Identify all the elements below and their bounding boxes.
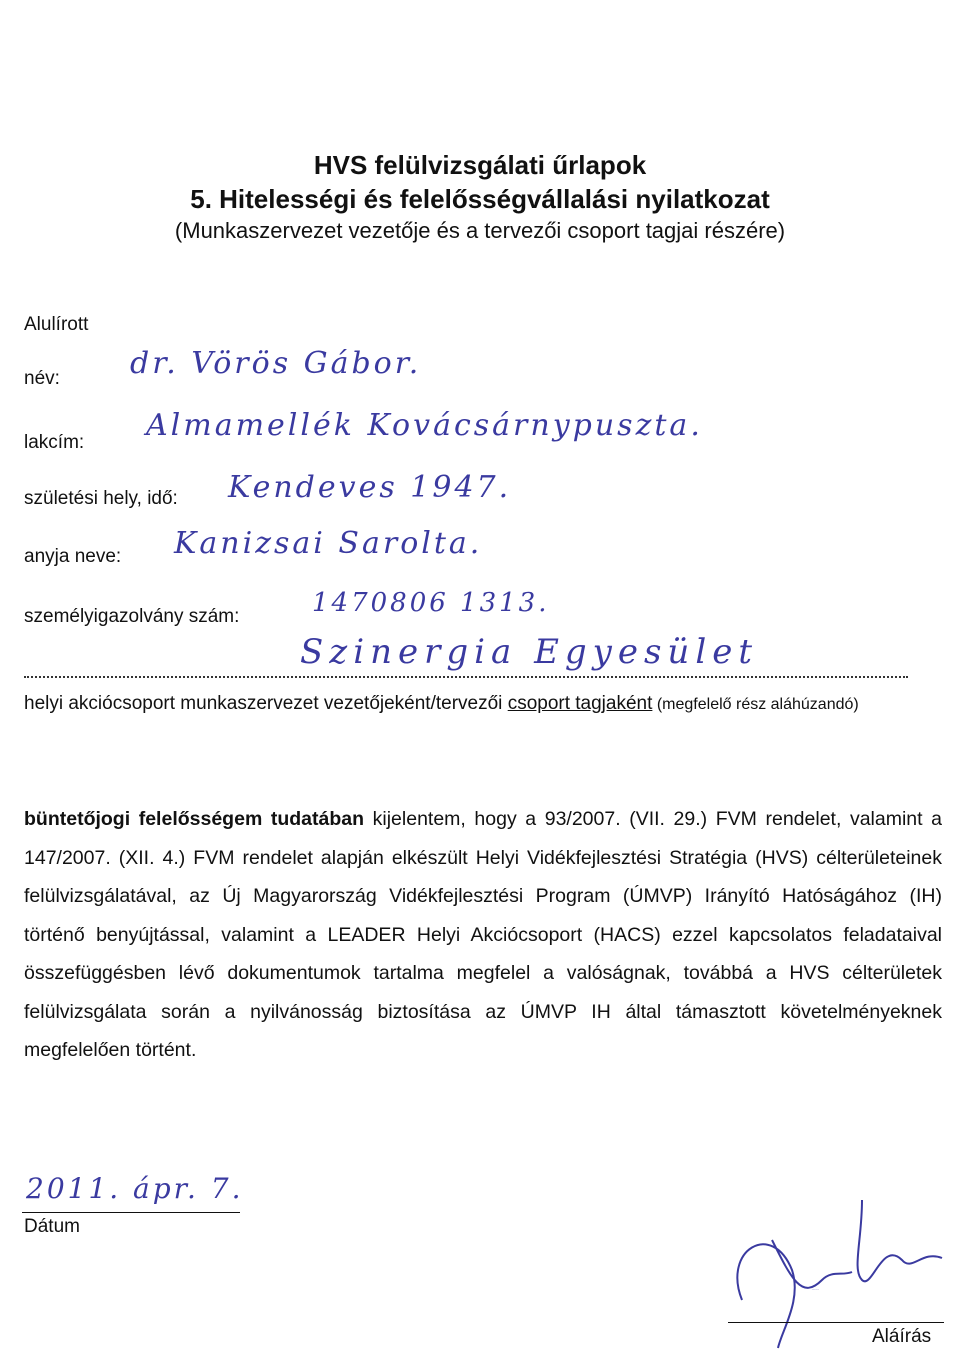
date-handwritten: 2011. ápr. 7. xyxy=(26,1172,244,1205)
role-suffix: (megfelelő rész aláhúzandó) xyxy=(652,696,859,713)
role-underlined: csoport tagjaként xyxy=(507,693,653,714)
declaration-text: kijelentem, hogy a 93/2007. (VII. 29.) FVM rendelet, valamint a 147/2007. (XII. 4.) FVM rendelet alapján elkészült Helyi Vidékfejlesztési Stratégia (HVS) célterületeinek felülvizsgálatával, az Új Magyarország Vidékfejlesztési Program (ÚMVP) Irányító Hatóságához (IH) történő benyújtással, valamint a LEADER Helyi Akciócsoport (HACS) ezzel kapcsolatos feladataival összefüggésben lévő dokumentumok tartalma megfelel a valóságnak, továbbá a HVS célterületek felülvizsgálata során a nyilvánosság biztosítása az ÚMVP IH által támasztott követelményeknek megfelelően történt. xyxy=(24,808,943,1061)
signature-label: Aláírás xyxy=(872,1326,932,1347)
signature-handwritten: Jámbor Gyula xyxy=(812,1290,819,1291)
organization-handwritten: Szinergia Egyesület xyxy=(300,632,758,672)
mother-name-label: anyja neve: xyxy=(24,546,122,567)
signature-underline xyxy=(728,1322,944,1323)
declaration-paragraph xyxy=(24,800,942,1070)
birth-label: születési hely, idő: xyxy=(24,488,178,509)
mother-name-handwritten: Kanizsai Sarolta. xyxy=(174,526,483,561)
name-handwritten: dr. Vörös Gábor. xyxy=(130,346,422,381)
form-series-title: HVS felülvizsgálati űrlapok xyxy=(313,150,647,180)
address-label: lakcím: xyxy=(24,432,85,453)
role-statement xyxy=(24,692,924,717)
signature-scribble-icon xyxy=(712,1180,952,1350)
organization-dotted-line xyxy=(24,676,908,678)
id-number-label: személyigazolvány szám: xyxy=(24,606,240,627)
document-title: 5. Hitelességi és felelősségvállalási nyilatkozat xyxy=(190,184,770,214)
intro-label: Alulírott xyxy=(24,314,89,335)
role-prefix: helyi akciócsoport munkaszervezet vezetőjeként/tervezői xyxy=(24,693,508,714)
date-underline xyxy=(22,1212,240,1213)
declaration-bold-lead: büntetőjogi felelősségem tudatában xyxy=(24,808,365,830)
document-subtitle: (Munkaszervezet vezetője és a tervezői csoport tagjai részére) xyxy=(174,218,786,243)
date-label: Dátum xyxy=(24,1216,80,1237)
id-number-handwritten: 1470806 1313. xyxy=(312,588,550,618)
birth-handwritten: Kendeves 1947. xyxy=(228,470,512,505)
name-label: név: xyxy=(24,368,60,389)
address-handwritten: Almamellék Kovácsárnypuszta. xyxy=(146,408,703,443)
